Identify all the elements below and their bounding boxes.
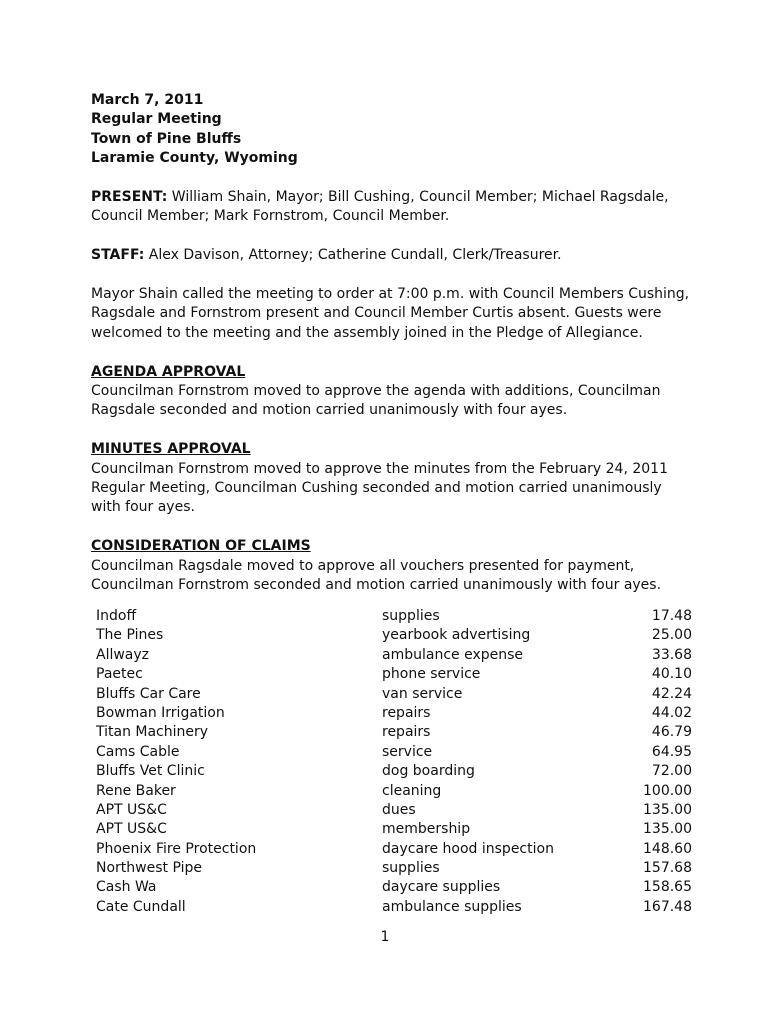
claim-amount: 148.60 bbox=[643, 840, 692, 857]
claim-vendor: Bluffs Vet Clinic bbox=[96, 763, 205, 780]
claim-desc: daycare hood inspection bbox=[382, 840, 554, 857]
claim-amount: 72.00 bbox=[651, 763, 692, 780]
claim-row bbox=[96, 782, 692, 801]
present-text: William Shain, Mayor; Bill Cushing, Council Member; Michael Ragsdale, Council Member; Mark Fornstrom, Council Member. bbox=[91, 189, 669, 225]
county-name: Laramie County, Wyoming bbox=[91, 150, 298, 167]
claim-vendor: Phoenix Fire Protection bbox=[96, 840, 257, 857]
claim-amount: 158.65 bbox=[643, 879, 692, 896]
claim-row bbox=[96, 704, 692, 723]
claim-vendor: APT US&C bbox=[96, 801, 167, 818]
staff-paragraph bbox=[91, 246, 691, 265]
claim-vendor: The Pines bbox=[96, 627, 164, 644]
claim-desc: dog boarding bbox=[382, 763, 475, 780]
claim-vendor: Bluffs Car Care bbox=[96, 685, 201, 702]
claim-vendor: Rene Baker bbox=[96, 782, 176, 799]
claim-amount: 44.02 bbox=[651, 704, 692, 721]
claim-row bbox=[96, 878, 692, 897]
minutes-document bbox=[91, 91, 691, 595]
claim-amount: 100.00 bbox=[643, 782, 692, 799]
claim-row bbox=[96, 685, 692, 704]
claims-title: CONSIDERATION OF CLAIMS bbox=[91, 538, 311, 555]
town-name: Town of Pine Bluffs bbox=[91, 130, 242, 147]
claim-row bbox=[96, 723, 692, 742]
claims-section bbox=[91, 537, 691, 595]
present-label: PRESENT: bbox=[91, 189, 168, 206]
page-number: 1 bbox=[380, 929, 390, 945]
claim-desc: repairs bbox=[382, 724, 431, 741]
claim-desc: van service bbox=[382, 685, 463, 702]
claim-row bbox=[96, 859, 692, 878]
claim-vendor: Titan Machinery bbox=[96, 724, 209, 741]
agenda-approval-section bbox=[91, 363, 691, 421]
claim-vendor: Allwayz bbox=[96, 646, 150, 663]
claim-row bbox=[96, 665, 692, 684]
claim-vendor: APT US&C bbox=[96, 821, 167, 838]
claim-row bbox=[96, 607, 692, 626]
claim-amount: 157.68 bbox=[643, 860, 692, 877]
claim-vendor: Cams Cable bbox=[96, 743, 180, 760]
claim-amount: 135.00 bbox=[643, 801, 692, 818]
claim-amount: 42.24 bbox=[651, 685, 692, 702]
claim-vendor: Cash Wa bbox=[96, 879, 157, 896]
claim-vendor: Bowman Irrigation bbox=[96, 704, 225, 721]
claim-desc: daycare supplies bbox=[382, 879, 501, 896]
document-heading bbox=[91, 91, 691, 169]
staff-text: Alex Davison, Attorney; Catherine Cundall, Clerk/Treasurer. bbox=[144, 247, 562, 264]
meeting-date: March 7, 2011 bbox=[91, 92, 204, 108]
claim-row bbox=[96, 898, 692, 917]
claim-desc: repairs bbox=[382, 704, 431, 721]
meeting-type: Regular Meeting bbox=[91, 111, 222, 128]
claim-amount: 167.48 bbox=[643, 898, 692, 915]
claim-desc: membership bbox=[382, 821, 471, 838]
claims-text: Councilman Ragsdale moved to approve all vouchers presented for payment, Councilman Fornstrom seconded and motion carried unanimously with four ayes. bbox=[91, 557, 662, 594]
claim-desc: supplies bbox=[382, 860, 440, 877]
claim-amount: 135.00 bbox=[643, 821, 692, 838]
claim-vendor: Northwest Pipe bbox=[96, 860, 202, 877]
claim-row bbox=[96, 840, 692, 859]
claim-desc: phone service bbox=[382, 666, 481, 683]
claim-desc: supplies bbox=[382, 608, 440, 624]
claim-row bbox=[96, 762, 692, 781]
claim-vendor: Paetec bbox=[96, 666, 143, 683]
claim-desc: yearbook advertising bbox=[382, 627, 531, 644]
claim-row bbox=[96, 646, 692, 665]
claim-amount: 64.95 bbox=[651, 743, 692, 760]
claim-amount: 40.10 bbox=[651, 666, 692, 683]
claim-desc: service bbox=[382, 743, 433, 760]
present-paragraph bbox=[91, 188, 691, 227]
claim-desc: cleaning bbox=[382, 782, 442, 799]
claim-desc: dues bbox=[382, 801, 416, 818]
minutes-approval-text: Councilman Fornstrom moved to approve the minutes from the February 24, 2011 Regular Meeting, Councilman Cushing seconded and motion carried unanimously with four ayes. bbox=[91, 460, 668, 516]
claim-row bbox=[96, 626, 692, 645]
claim-desc: ambulance supplies bbox=[382, 898, 522, 915]
agenda-approval-text: Councilman Fornstrom moved to approve the agenda with additions, Councilman Ragsdale seconded and motion carried unanimously with four ayes. bbox=[91, 383, 661, 419]
claim-amount: 17.48 bbox=[651, 608, 692, 624]
claim-desc: ambulance expense bbox=[382, 646, 524, 663]
agenda-approval-title: AGENDA APPROVAL bbox=[91, 363, 246, 380]
claim-amount: 25.00 bbox=[651, 627, 692, 644]
minutes-approval-section bbox=[91, 440, 691, 518]
claim-vendor: Indoff bbox=[96, 608, 137, 624]
claim-row bbox=[96, 801, 692, 820]
claim-amount: 46.79 bbox=[651, 724, 692, 741]
claim-amount: 33.68 bbox=[651, 646, 692, 663]
staff-label: STAFF: bbox=[91, 247, 145, 264]
claim-row bbox=[96, 743, 692, 762]
claim-row bbox=[96, 820, 692, 839]
claim-vendor: Cate Cundall bbox=[96, 898, 186, 915]
minutes-approval-title: MINUTES APPROVAL bbox=[91, 441, 251, 458]
opening-paragraph: Mayor Shain called the meeting to order at 7:00 p.m. with Council Members Cushing, Ragsdale and Fornstrom present and Council Member Curtis absent. Guests were welcomed to the meeting and the assembly joined in the Pledge of Allegiance. bbox=[91, 286, 690, 341]
claims-table bbox=[96, 607, 692, 917]
